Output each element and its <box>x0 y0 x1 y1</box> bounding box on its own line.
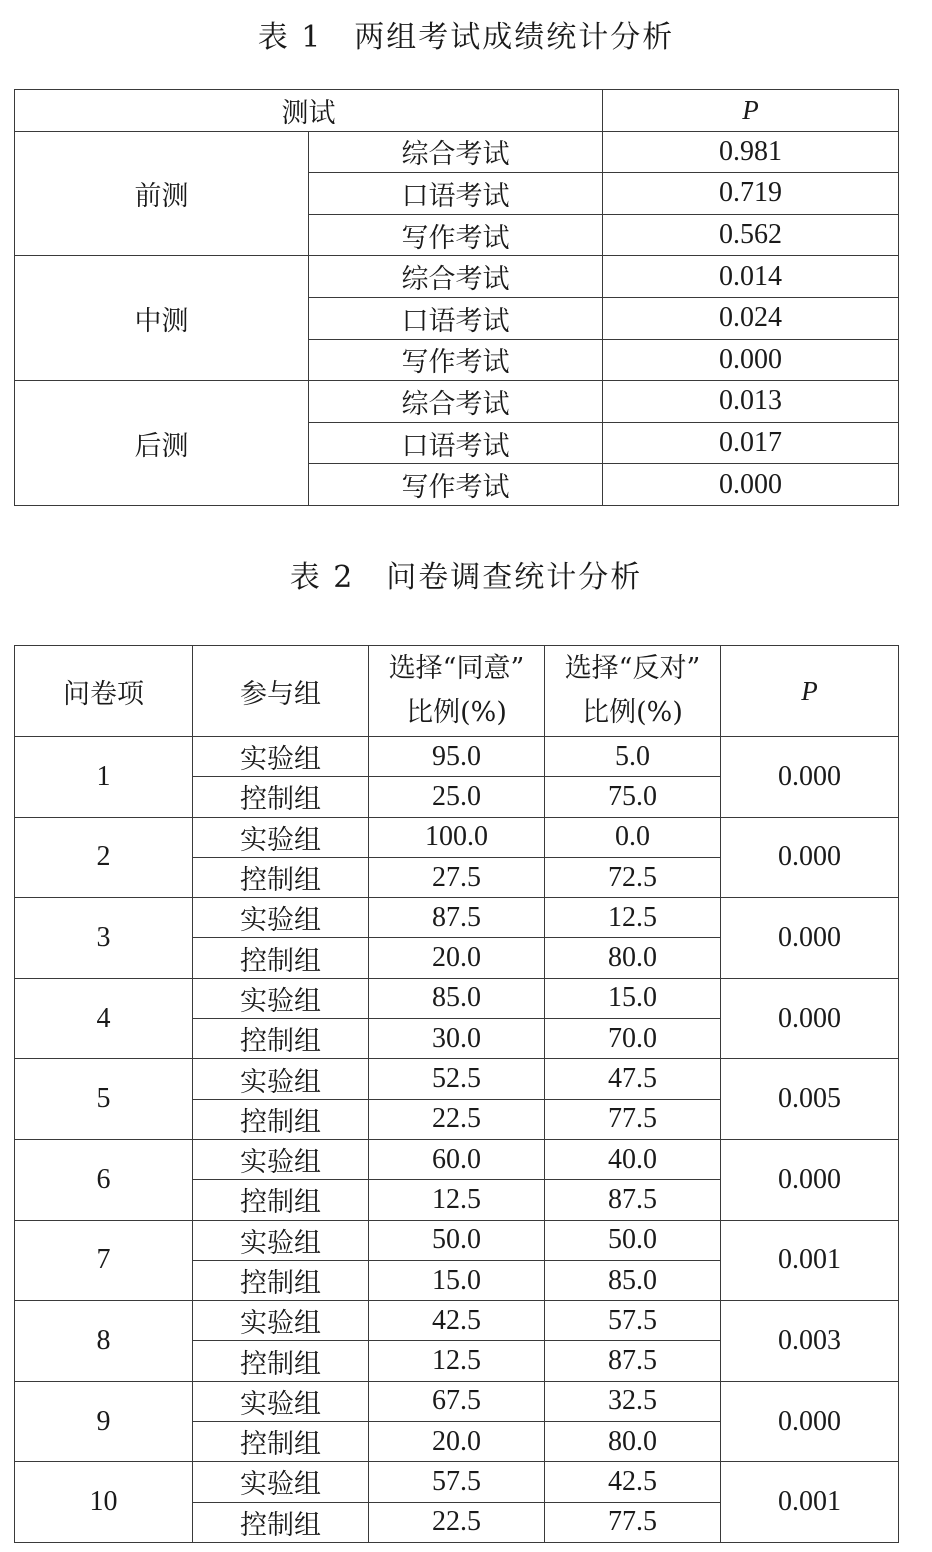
group-cell: 控制组 <box>193 1422 369 1462</box>
table-row <box>15 898 899 938</box>
group-cell: 实验组 <box>193 1139 369 1179</box>
agree-percent-cell: 67.5 <box>369 1381 545 1421</box>
group-cell: 实验组 <box>193 1462 369 1502</box>
column-header-p: P <box>721 646 899 737</box>
p-value-cell: 0.981 <box>603 131 899 173</box>
column-header-oppose <box>545 646 721 737</box>
group-cell: 控制组 <box>193 1502 369 1542</box>
agree-header-line2: 比例(%) <box>406 697 507 728</box>
table-header-row <box>15 646 899 737</box>
p-value-cell: 0.000 <box>721 1381 899 1462</box>
agree-percent-cell: 20.0 <box>369 1422 545 1462</box>
column-header-agree <box>369 646 545 737</box>
oppose-percent-cell: 75.0 <box>545 777 721 817</box>
oppose-percent-cell: 70.0 <box>545 1019 721 1059</box>
agree-percent-cell: 95.0 <box>369 737 545 777</box>
item-number-cell: 3 <box>15 898 193 979</box>
table-row <box>15 1220 899 1260</box>
agree-percent-cell: 12.5 <box>369 1180 545 1220</box>
table-row <box>15 131 899 173</box>
table-row <box>15 1139 899 1179</box>
table-row <box>15 1462 899 1502</box>
oppose-percent-cell: 80.0 <box>545 1422 721 1462</box>
agree-percent-cell: 15.0 <box>369 1260 545 1300</box>
column-header-group: 参与组 <box>193 646 369 737</box>
oppose-header-line2: 比例(%) <box>582 697 683 728</box>
group-cell: 实验组 <box>193 1059 369 1099</box>
exam-score-table <box>14 89 899 506</box>
p-value-cell: 0.000 <box>721 737 899 818</box>
agree-percent-cell: 12.5 <box>369 1341 545 1381</box>
agree-percent-cell: 30.0 <box>369 1019 545 1059</box>
p-value-cell: 0.000 <box>603 464 899 506</box>
agree-percent-cell: 25.0 <box>369 777 545 817</box>
p-value-cell: 0.000 <box>721 898 899 979</box>
p-value-cell: 0.000 <box>721 1139 899 1220</box>
oppose-percent-cell: 50.0 <box>545 1220 721 1260</box>
group-cell: 实验组 <box>193 737 369 777</box>
group-cell: 控制组 <box>193 1341 369 1381</box>
p-value-cell: 0.001 <box>721 1462 899 1543</box>
table-row <box>15 381 899 423</box>
p-value-cell: 0.001 <box>721 1220 899 1301</box>
column-header-item: 问卷项 <box>15 646 193 737</box>
oppose-percent-cell: 40.0 <box>545 1139 721 1179</box>
item-number-cell: 7 <box>15 1220 193 1301</box>
oppose-percent-cell: 77.5 <box>545 1099 721 1139</box>
test-phase-cell: 前测 <box>15 131 309 256</box>
oppose-percent-cell: 32.5 <box>545 1381 721 1421</box>
test-phase-cell: 中测 <box>15 256 309 381</box>
group-cell: 实验组 <box>193 1220 369 1260</box>
agree-header-line1: 选择“同意” <box>388 653 525 684</box>
agree-percent-cell: 20.0 <box>369 938 545 978</box>
oppose-percent-cell: 87.5 <box>545 1341 721 1381</box>
agree-percent-cell: 50.0 <box>369 1220 545 1260</box>
oppose-percent-cell: 57.5 <box>545 1301 721 1341</box>
item-number-cell: 8 <box>15 1301 193 1382</box>
agree-percent-cell: 52.5 <box>369 1059 545 1099</box>
p-value-cell: 0.024 <box>603 297 899 339</box>
group-cell: 实验组 <box>193 898 369 938</box>
oppose-percent-cell: 15.0 <box>545 978 721 1018</box>
agree-percent-cell: 27.5 <box>369 857 545 897</box>
p-value-cell: 0.003 <box>721 1301 899 1382</box>
group-cell: 控制组 <box>193 1260 369 1300</box>
group-cell: 控制组 <box>193 1019 369 1059</box>
item-number-cell: 6 <box>15 1139 193 1220</box>
p-value-cell: 0.000 <box>721 817 899 898</box>
table-header-row <box>15 90 899 132</box>
agree-percent-cell: 22.5 <box>369 1099 545 1139</box>
oppose-percent-cell: 77.5 <box>545 1502 721 1542</box>
exam-type-cell: 口语考试 <box>309 173 603 215</box>
survey-table <box>14 645 899 1543</box>
table2-title: 表 2 问卷调查统计分析 <box>289 560 643 595</box>
item-number-cell: 9 <box>15 1381 193 1462</box>
exam-type-cell: 口语考试 <box>309 297 603 339</box>
oppose-percent-cell: 5.0 <box>545 737 721 777</box>
exam-type-cell: 综合考试 <box>309 381 603 423</box>
p-value-cell: 0.013 <box>603 381 899 423</box>
oppose-percent-cell: 87.5 <box>545 1180 721 1220</box>
group-cell: 控制组 <box>193 857 369 897</box>
exam-type-cell: 综合考试 <box>309 256 603 298</box>
agree-percent-cell: 57.5 <box>369 1462 545 1502</box>
exam-type-cell: 写作考试 <box>309 339 603 381</box>
agree-percent-cell: 87.5 <box>369 898 545 938</box>
group-cell: 实验组 <box>193 1381 369 1421</box>
group-cell: 实验组 <box>193 817 369 857</box>
agree-percent-cell: 60.0 <box>369 1139 545 1179</box>
group-cell: 控制组 <box>193 777 369 817</box>
agree-percent-cell: 100.0 <box>369 817 545 857</box>
table-row <box>15 1381 899 1421</box>
item-number-cell: 5 <box>15 1059 193 1140</box>
table-row <box>15 737 899 777</box>
oppose-percent-cell: 0.0 <box>545 817 721 857</box>
item-number-cell: 4 <box>15 978 193 1059</box>
group-cell: 控制组 <box>193 1099 369 1139</box>
item-number-cell: 10 <box>15 1462 193 1543</box>
group-cell: 实验组 <box>193 1301 369 1341</box>
p-value-cell: 0.000 <box>721 978 899 1059</box>
table-row <box>15 1059 899 1099</box>
table-row <box>15 1301 899 1341</box>
p-value-cell: 0.719 <box>603 173 899 215</box>
column-header-p: P <box>603 90 899 132</box>
column-header-test: 测试 <box>15 90 603 132</box>
oppose-percent-cell: 42.5 <box>545 1462 721 1502</box>
agree-percent-cell: 85.0 <box>369 978 545 1018</box>
oppose-percent-cell: 72.5 <box>545 857 721 897</box>
test-phase-cell: 后测 <box>15 381 309 506</box>
p-value-cell: 0.017 <box>603 422 899 464</box>
p-value-cell: 0.000 <box>603 339 899 381</box>
oppose-header-line1: 选择“反对” <box>564 653 701 684</box>
agree-percent-cell: 42.5 <box>369 1301 545 1341</box>
exam-type-cell: 综合考试 <box>309 131 603 173</box>
table-row <box>15 256 899 298</box>
agree-percent-cell: 22.5 <box>369 1502 545 1542</box>
table1-title: 表 1 两组考试成绩统计分析 <box>257 20 675 55</box>
item-number-cell: 2 <box>15 817 193 898</box>
p-value-cell: 0.005 <box>721 1059 899 1140</box>
oppose-percent-cell: 47.5 <box>545 1059 721 1099</box>
oppose-percent-cell: 85.0 <box>545 1260 721 1300</box>
table-row <box>15 978 899 1018</box>
p-value-cell: 0.562 <box>603 214 899 256</box>
oppose-percent-cell: 12.5 <box>545 898 721 938</box>
exam-type-cell: 口语考试 <box>309 422 603 464</box>
oppose-percent-cell: 80.0 <box>545 938 721 978</box>
item-number-cell: 1 <box>15 737 193 818</box>
group-cell: 实验组 <box>193 978 369 1018</box>
exam-type-cell: 写作考试 <box>309 214 603 256</box>
exam-type-cell: 写作考试 <box>309 464 603 506</box>
group-cell: 控制组 <box>193 1180 369 1220</box>
p-value-cell: 0.014 <box>603 256 899 298</box>
table-row <box>15 817 899 857</box>
group-cell: 控制组 <box>193 938 369 978</box>
